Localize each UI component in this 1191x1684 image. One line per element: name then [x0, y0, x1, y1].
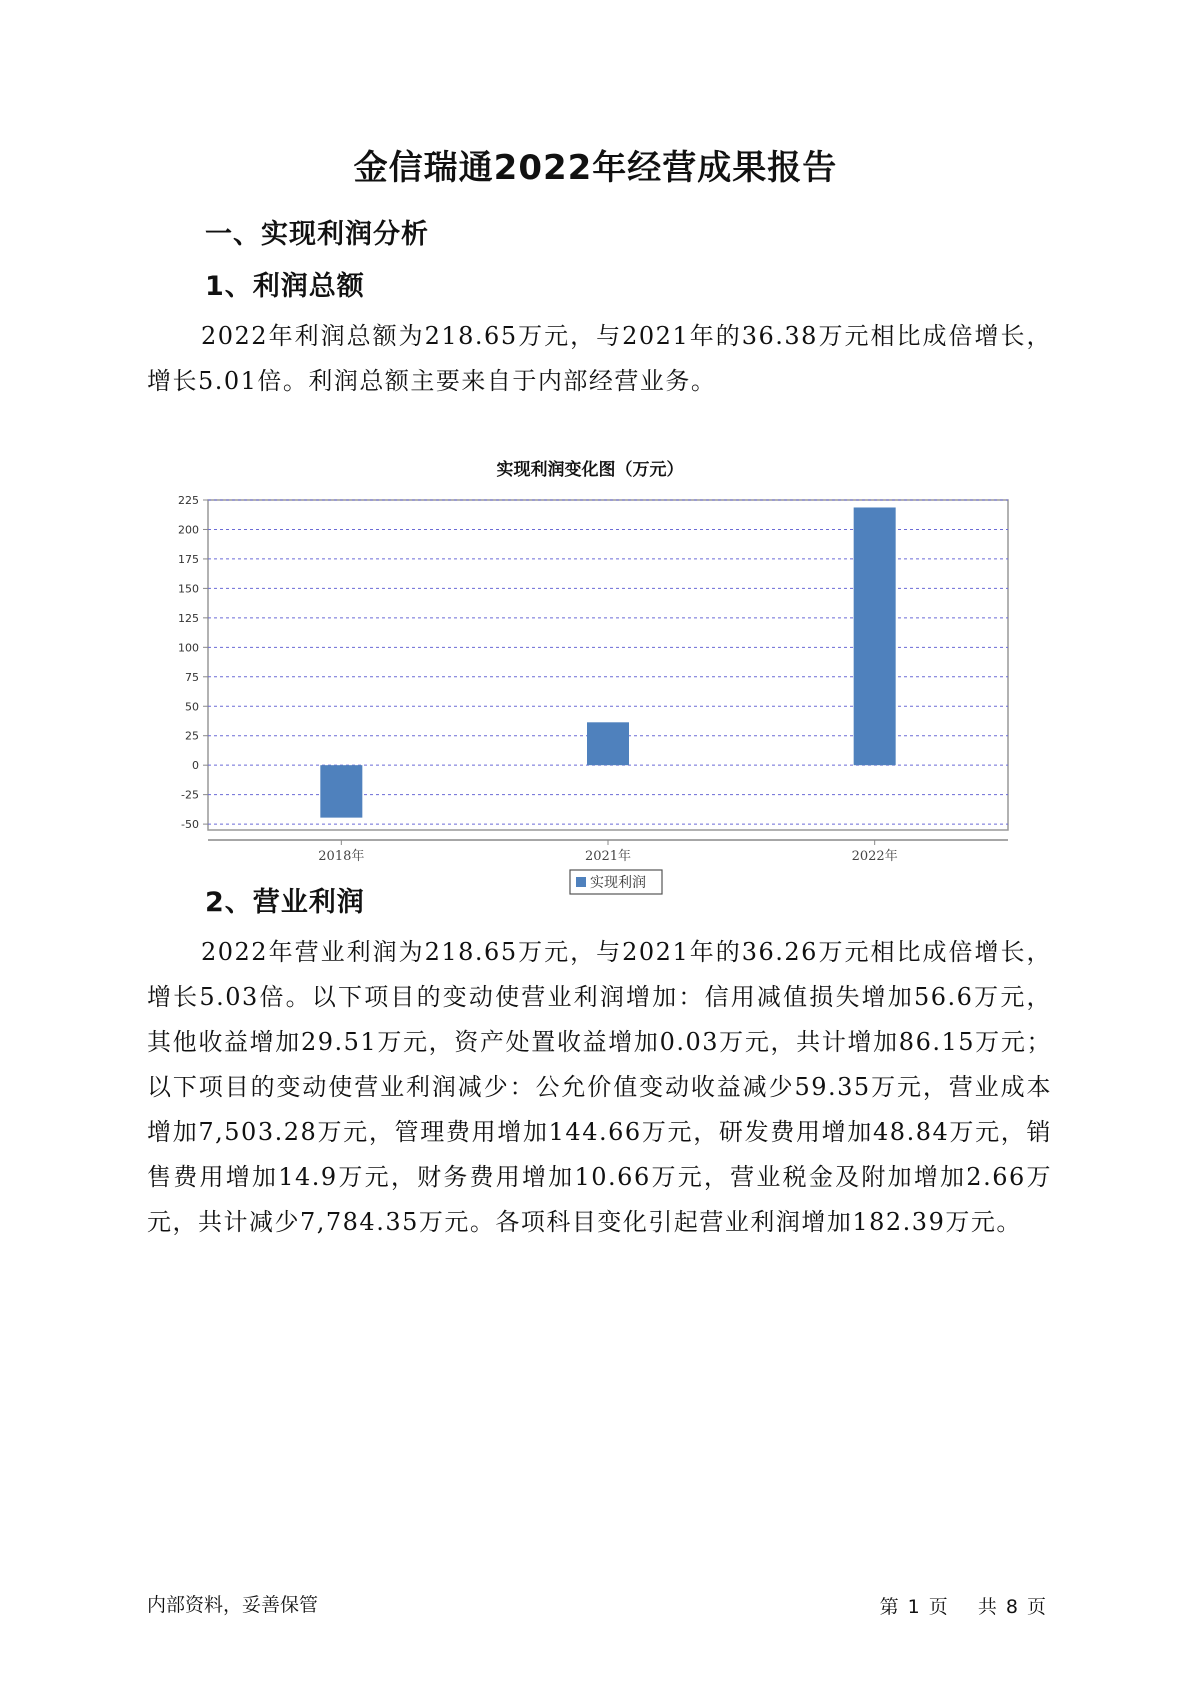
y-tick-label: 25 — [185, 729, 199, 743]
y-tick-label: 175 — [178, 552, 199, 566]
y-tick-label: -50 — [181, 818, 199, 832]
page-total: 8 — [1005, 1596, 1019, 1618]
profit-bar-chart — [150, 455, 1030, 915]
paragraph-operating-profit: 2022年营业利润为218.65万元，与2021年的36.26万元相比成倍增长，增长5.03倍。以下项目的变动使营业利润增加：信用减值损失增加56.6万元，其他收益增加29.51万元，资产处置收益增加0.03万元，共计增加86.15万元；以下项目的变动使营业利润减少：公允价值变动收益减少59.35万元，营业成本增加7,503.28万元，管理费用增加144.66万元，研发费用增加48.84万元，销售费用增加14.9万元，财务费用增加10.66万元，营业税金及附加增加2.66万元，共计减少7,784.35万元。各项科目变化引起营业利润增加182.39万元。 — [147, 938, 1052, 1236]
bar-2021年 — [587, 722, 629, 765]
bar-2022年 — [854, 507, 896, 765]
y-tick-label: 150 — [178, 582, 199, 596]
legend-label: 实现利润 — [590, 875, 646, 891]
chart-title: 实现利润变化图（万元） — [496, 460, 684, 480]
profit-chart — [150, 455, 1030, 915]
y-tick-label: 50 — [185, 700, 199, 714]
subheading-operating-profit: 2、营业利润 — [205, 887, 365, 918]
page-current: 1 — [907, 1596, 921, 1618]
y-tick-label: 0 — [192, 759, 199, 773]
legend-swatch — [576, 877, 586, 887]
page-unit: 页 — [928, 1596, 949, 1618]
x-tick-label: 2018年 — [318, 849, 365, 864]
subheading-total-profit: 1、利润总额 — [205, 271, 365, 302]
y-tick-label: 125 — [178, 611, 199, 625]
x-tick-label: 2021年 — [584, 849, 632, 864]
y-tick-label: 100 — [178, 641, 199, 655]
y-tick-label: 225 — [178, 494, 199, 507]
section-heading-profit-analysis: 一、实现利润分析 — [205, 219, 429, 250]
page-total-unit: 页 — [1026, 1596, 1047, 1618]
footer-page-number — [876, 1592, 1051, 1619]
y-tick-label: -25 — [181, 788, 199, 802]
page-prefix: 第 — [879, 1596, 900, 1618]
page-total-prefix: 共 — [977, 1596, 998, 1618]
report-title: 金信瑞通2022年经营成果报告 — [353, 148, 838, 188]
bar-2018年 — [320, 765, 362, 817]
x-tick-label: 2022年 — [851, 849, 898, 864]
paragraph-total-profit: 2022年利润总额为218.65万元，与2021年的36.38万元相比成倍增长，增长5.01倍。利润总额主要来自于内部经营业务。 — [147, 322, 1052, 395]
y-tick-label: 75 — [185, 670, 199, 684]
y-tick-label: 200 — [178, 523, 199, 537]
footer-confidential-note: 内部资料，妥善保管 — [147, 1594, 319, 1616]
